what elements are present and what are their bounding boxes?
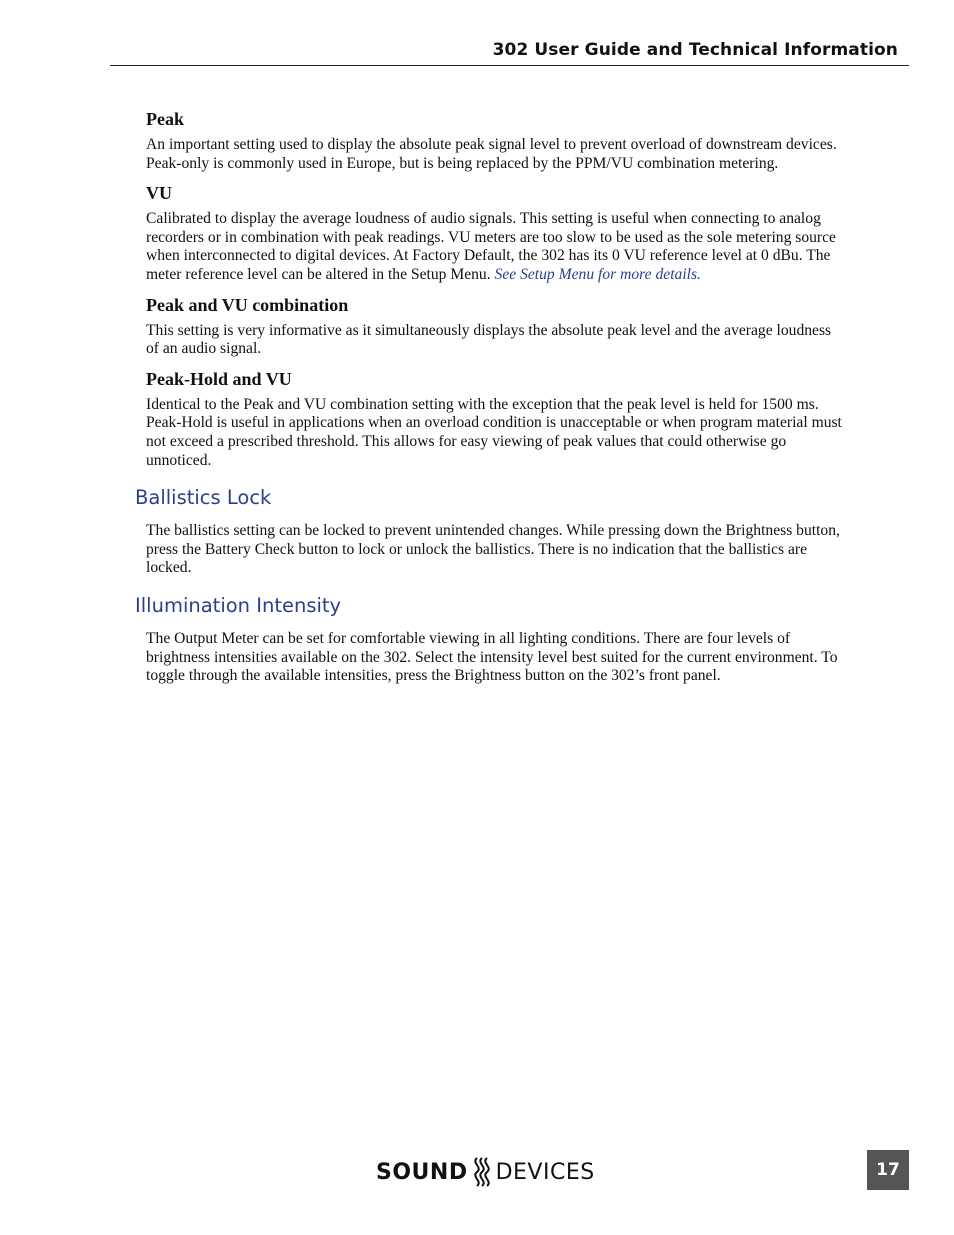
ballistics-lock-text: The ballistics setting can be locked to prevent unintended changes. While pressing down the Brightness button, press the Battery Check button to lock or unlock the ballistics. There is no indication that the ballistics are locked.: [146, 522, 840, 577]
sound-devices-logo: [376, 1155, 595, 1189]
illumination-heading: Illumination Intensity: [135, 593, 342, 617]
peak-vu-heading: Peak and VU combination: [146, 294, 349, 315]
vu-paragraph: [146, 210, 846, 284]
vu-heading: VU: [146, 183, 172, 204]
peak-hold-text: Identical to the Peak and VU combination setting with the exception that the peak level is held for 1500 ms. Peak-Hold is useful in applications when an overload condition is unacceptable or when program material must not exceed a prescribed threshold. This allows for easy viewing of peak values that could otherwise go unnoticed.: [146, 395, 842, 469]
page-content: [135, 108, 846, 695]
header-divider: [110, 65, 909, 66]
peak-vu-text: This setting is very informative as it simultaneously displays the absolute peak level and the average loudness of an audio signal.: [146, 321, 832, 358]
logo-devices-text: DEVICES: [495, 1159, 595, 1185]
peak-heading: Peak: [146, 109, 184, 129]
ballistics-lock-heading: Ballistics Lock: [135, 486, 272, 510]
logo-sound-text: SOUND: [376, 1159, 468, 1185]
peak-hold-heading: Peak-Hold and VU: [146, 368, 292, 389]
logo-wave-icon: [469, 1155, 495, 1189]
document-title: 302 User Guide and Technical Information: [492, 40, 898, 60]
peak-text: An important setting used to display the absolute peak signal level to prevent overload of downstream devices. Peak-only is commonly used in Europe, but is being replaced by the PPM/VU combination metering.: [146, 136, 837, 172]
setup-menu-link[interactable]: See Setup Menu for more details.: [494, 265, 701, 283]
illumination-text: The Output Meter can be set for comfortable viewing in all lighting conditions. There are four levels of brightness intensities available on the 302. Select the intensity level best suited for the current environment. To toggle through the available intensities, press the Brightness button on the 302’s front panel.: [146, 629, 838, 685]
page-number: 17: [867, 1150, 909, 1190]
vu-text: Calibrated to display the average loudness of audio signals. This setting is useful when connecting to analog recorders or in combination with peak readings. VU meters are too slow to be used as the sole metering source when interconnected to digital devices. At Factory Default, the 302 has its 0 VU reference level at 0 dBu. The meter reference level can be altered in the Setup Menu.: [146, 210, 836, 283]
